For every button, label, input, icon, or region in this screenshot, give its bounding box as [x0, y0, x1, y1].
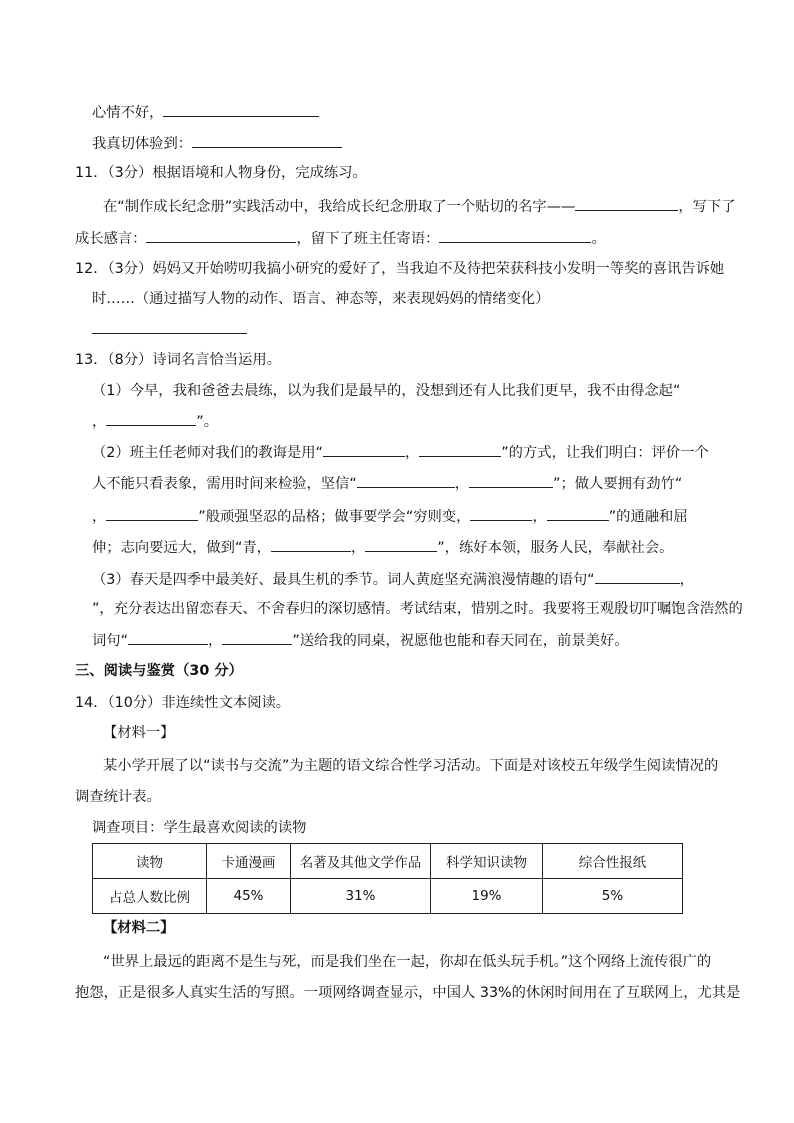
answer-blank[interactable]: [92, 319, 247, 334]
table-cell: 5%: [543, 879, 683, 914]
survey-table: [92, 843, 683, 914]
text-line: 人不能只看表象，需用时间来检验，坚信“ ， ”；做人要拥有劲竹“: [92, 473, 682, 494]
text-line: 时……（通过描写人物的动作、语言、神态等，来表现妈妈的情绪变化）: [92, 291, 550, 307]
answer-blank[interactable]: [357, 473, 455, 488]
text-line: 成长感言： ，留下了班主任寄语： 。: [75, 228, 606, 249]
material-two-label: 【材料二】: [103, 920, 175, 936]
text-line: ， ”。: [92, 411, 218, 432]
answer-blank[interactable]: [469, 473, 553, 488]
table-header-row: [93, 844, 683, 879]
question-11-title: 11．（3分）根据语境和人物身份，完成练习。: [75, 165, 367, 181]
text-line: “世界上最远的距离不是生与死，而是我们坐在一起，你却在低头玩手机。”这个网络上流传很广的: [103, 954, 712, 970]
answer-blank[interactable]: [106, 506, 198, 521]
answer-blank[interactable]: [222, 630, 292, 645]
text-line: 伸；志向要远大，做到“青， ， ”，练好本领，服务人民，奉献社会。: [92, 537, 673, 558]
table-header-cell: 卡通漫画: [207, 844, 291, 879]
answer-blank[interactable]: [439, 228, 591, 243]
answer-blank[interactable]: [595, 569, 680, 584]
text-line: （1）今早，我和爸爸去晨练，以为我们是最早的，没想到还有人比我们更早，我不由得念起“: [92, 383, 681, 399]
table-caption: 调查项目：学生最喜欢阅读的读物: [92, 820, 307, 836]
table-header-cell: 综合性报纸: [543, 844, 683, 879]
table-header-cell: 读物: [93, 844, 207, 879]
text-line: 心情不好，: [92, 102, 319, 123]
answer-blank[interactable]: [470, 506, 532, 521]
answer-blank[interactable]: [128, 630, 208, 645]
answer-blank[interactable]: [271, 537, 351, 552]
answer-blank[interactable]: [419, 442, 501, 457]
text-line: ”，充分表达出留恋春天、不舍春归的深切感情。考试结束，惜别之时。我要将王观殷切叮嘱饱含浩然的: [92, 601, 743, 617]
answer-blank[interactable]: [192, 133, 342, 148]
question-14-title: 14．（10分）非连续性文本阅读。: [75, 695, 291, 711]
text-line: 调查统计表。: [75, 789, 161, 805]
answer-blank[interactable]: [146, 228, 296, 243]
table-cell: 31%: [291, 879, 431, 914]
text-line: 在“制作成长纪念册”实践活动中，我给成长纪念册取了一个贴切的名字—— ，写下了: [103, 196, 736, 217]
answer-blank[interactable]: [106, 411, 196, 426]
table-row-label: 占总人数比例: [93, 879, 207, 914]
text-line: （2）班主任老师对我们的教诲是用“ ， ”的方式，让我们明白：评价一个: [92, 442, 709, 463]
table-header-cell: 名著及其他文学作品: [291, 844, 431, 879]
question-12-title: 12．（3分）妈妈又开始唠叨我搞小研究的爱好了，当我迫不及待把荣获科技小发明一等奖的喜讯告诉她: [75, 261, 725, 277]
answer-blank[interactable]: [163, 102, 319, 117]
text-line: 词句“ ， ”送给我的同桌，祝愿他也能和春天同在，前景美好。: [92, 630, 629, 651]
text-line: 抱怨，正是很多人真实生活的写照。一项网络调查显示，中国人 33%的休闲时间用在了互联网上，尤其是: [75, 985, 741, 1001]
answer-blank[interactable]: [365, 537, 437, 552]
question-13-title: 13．（8分）诗词名言恰当运用。: [75, 352, 281, 368]
answer-blank[interactable]: [547, 506, 609, 521]
table-cell: 19%: [431, 879, 543, 914]
text-line: 我真切体验到：: [92, 133, 342, 154]
table-row: [93, 879, 683, 914]
section-heading: 三、阅读与鉴赏（30 分）: [75, 663, 243, 679]
table-header-cell: 科学知识读物: [431, 844, 543, 879]
table-cell: 45%: [207, 879, 291, 914]
material-one-label: 【材料一】: [103, 725, 175, 741]
text-line: [92, 319, 247, 340]
text-line: ， ”般顽强坚忍的品格；做事要学会“穷则变， ， ”的通融和屈: [92, 506, 688, 527]
text-line: （3）春天是四季中最美好、最具生机的季节。词人黄庭坚充满浪漫情趣的语句“ ，: [92, 569, 694, 590]
answer-blank[interactable]: [323, 442, 405, 457]
answer-blank[interactable]: [575, 196, 678, 211]
text-line: 某小学开展了以“读书与交流”为主题的语文综合性学习活动。下面是对该校五年级学生阅读情况的: [103, 758, 719, 774]
